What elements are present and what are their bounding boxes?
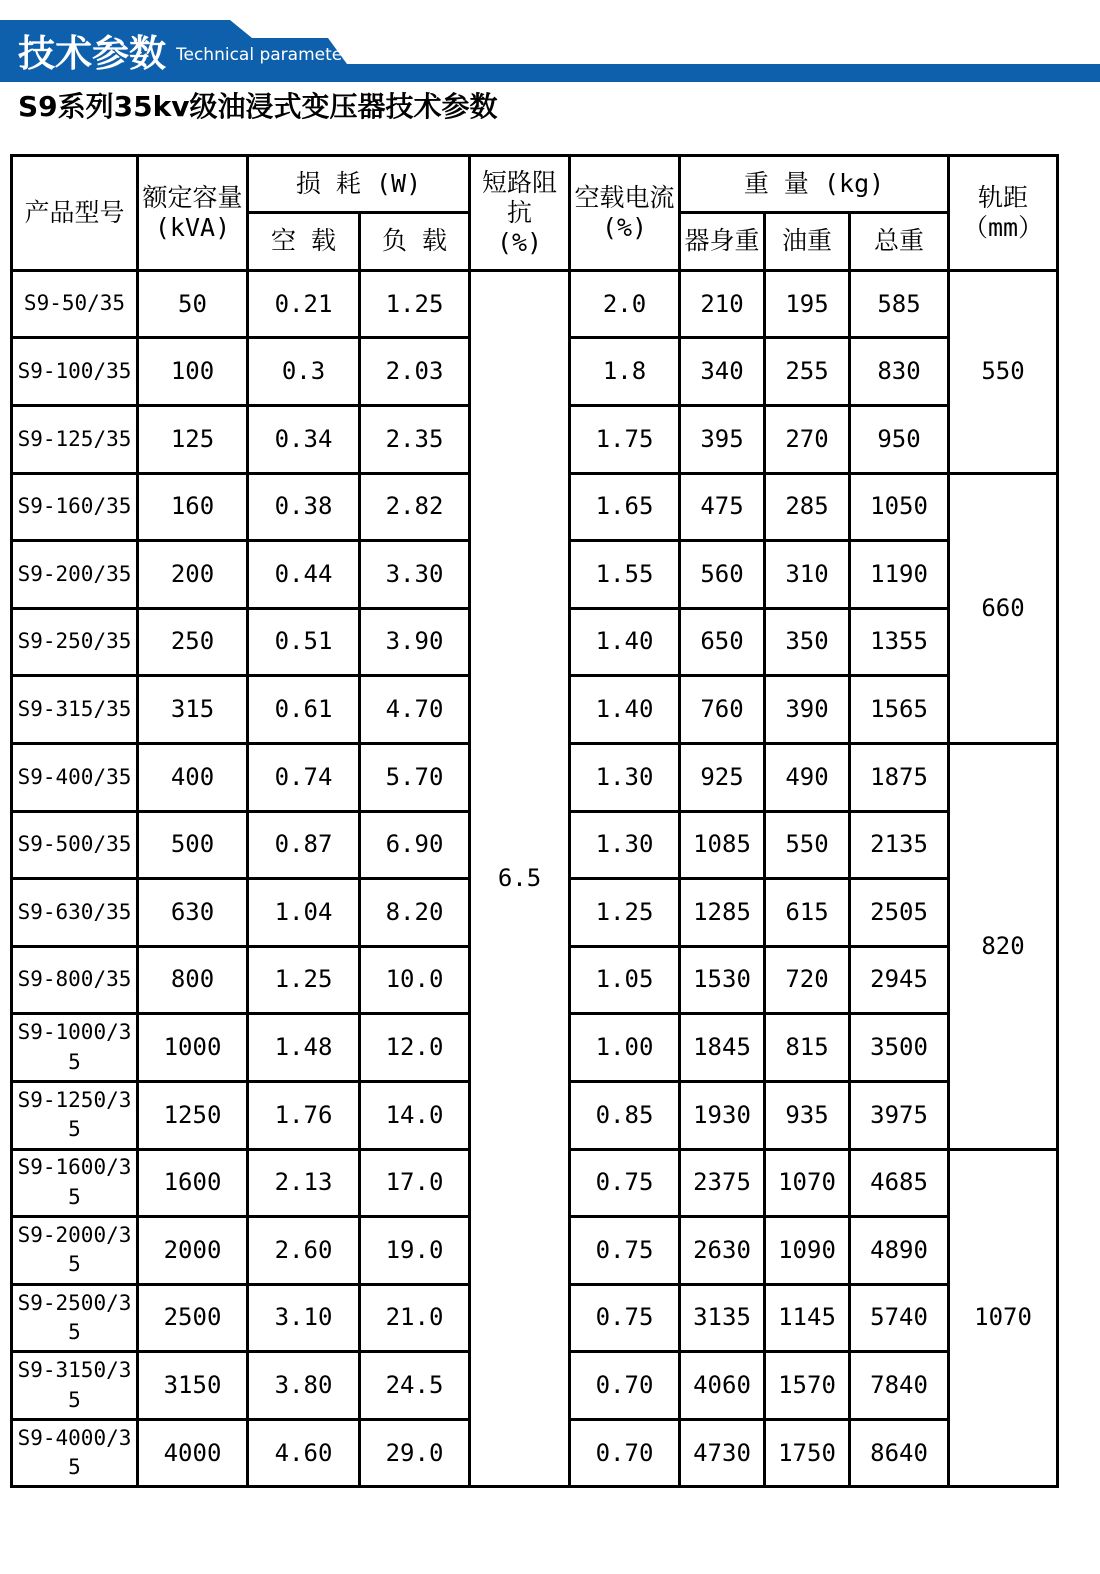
cell-oil-weight: 195 — [765, 270, 850, 338]
cell-no-load-loss: 3.80 — [248, 1352, 360, 1420]
cell-load-loss: 2.03 — [360, 338, 470, 406]
cell-impedance: 6.5 — [470, 270, 570, 1487]
cell-current: 1.30 — [570, 743, 680, 811]
cell-no-load-loss: 0.51 — [248, 608, 360, 676]
cell-load-loss: 21.0 — [360, 1284, 470, 1352]
cell-no-load-loss: 1.48 — [248, 1014, 360, 1082]
cell-load-loss: 3.90 — [360, 608, 470, 676]
cell-total-weight: 7840 — [850, 1352, 949, 1420]
cell-body-weight: 475 — [680, 473, 765, 541]
cell-current: 2.0 — [570, 270, 680, 338]
cell-body-weight: 395 — [680, 405, 765, 473]
table-row — [12, 270, 1058, 338]
cell-capacity: 800 — [138, 946, 248, 1014]
cell-body-weight: 925 — [680, 743, 765, 811]
cell-model: S9-100/35 — [12, 338, 138, 406]
cell-capacity: 1000 — [138, 1014, 248, 1082]
cell-capacity: 500 — [138, 811, 248, 879]
col-header-on-load-loss: 负 载 — [360, 212, 470, 270]
cell-capacity: 125 — [138, 405, 248, 473]
cell-load-loss: 29.0 — [360, 1419, 470, 1487]
cell-load-loss: 5.70 — [360, 743, 470, 811]
cell-body-weight: 340 — [680, 338, 765, 406]
cell-no-load-loss: 0.44 — [248, 541, 360, 609]
cell-model: S9-1600/35 — [12, 1149, 138, 1217]
cell-model: S9-4000/35 — [12, 1419, 138, 1487]
cell-load-loss: 2.82 — [360, 473, 470, 541]
cell-model: S9-315/35 — [12, 676, 138, 744]
col-header-body-weight: 器身重 — [680, 212, 765, 270]
cell-no-load-loss: 0.3 — [248, 338, 360, 406]
cell-current: 1.65 — [570, 473, 680, 541]
cell-model: S9-160/35 — [12, 473, 138, 541]
cell-model: S9-200/35 — [12, 541, 138, 609]
cell-load-loss: 4.70 — [360, 676, 470, 744]
cell-total-weight: 950 — [850, 405, 949, 473]
cell-model: S9-250/35 — [12, 608, 138, 676]
cell-current: 1.40 — [570, 608, 680, 676]
cell-current: 0.85 — [570, 1081, 680, 1149]
cell-current: 0.75 — [570, 1217, 680, 1285]
cell-current: 1.25 — [570, 879, 680, 947]
cell-load-loss: 8.20 — [360, 879, 470, 947]
cell-body-weight: 560 — [680, 541, 765, 609]
cell-total-weight: 1050 — [850, 473, 949, 541]
cell-no-load-loss: 1.04 — [248, 879, 360, 947]
cell-oil-weight: 310 — [765, 541, 850, 609]
cell-total-weight: 2945 — [850, 946, 949, 1014]
cell-oil-weight: 720 — [765, 946, 850, 1014]
cell-no-load-loss: 3.10 — [248, 1284, 360, 1352]
cell-current: 1.40 — [570, 676, 680, 744]
cell-current: 0.70 — [570, 1352, 680, 1420]
cell-oil-weight: 615 — [765, 879, 850, 947]
cell-total-weight: 1190 — [850, 541, 949, 609]
cell-model: S9-800/35 — [12, 946, 138, 1014]
cell-model: S9-50/35 — [12, 270, 138, 338]
cell-capacity: 2000 — [138, 1217, 248, 1285]
cell-body-weight: 210 — [680, 270, 765, 338]
cell-model: S9-125/35 — [12, 405, 138, 473]
cell-oil-weight: 1145 — [765, 1284, 850, 1352]
cell-body-weight: 1285 — [680, 879, 765, 947]
cell-oil-weight: 1070 — [765, 1149, 850, 1217]
cell-gauge: 1070 — [949, 1149, 1058, 1487]
cell-total-weight: 585 — [850, 270, 949, 338]
cell-current: 0.75 — [570, 1284, 680, 1352]
cell-capacity: 200 — [138, 541, 248, 609]
cell-no-load-loss: 1.25 — [248, 946, 360, 1014]
cell-total-weight: 3975 — [850, 1081, 949, 1149]
cell-load-loss: 10.0 — [360, 946, 470, 1014]
col-header-impedance: 短路阻 抗 (%) — [470, 155, 570, 270]
cell-model: S9-500/35 — [12, 811, 138, 879]
table-body — [12, 270, 1058, 1487]
cell-total-weight: 2505 — [850, 879, 949, 947]
cell-current: 1.00 — [570, 1014, 680, 1082]
cell-no-load-loss: 0.74 — [248, 743, 360, 811]
cell-oil-weight: 550 — [765, 811, 850, 879]
cell-load-loss: 3.30 — [360, 541, 470, 609]
cell-current: 1.05 — [570, 946, 680, 1014]
cell-oil-weight: 390 — [765, 676, 850, 744]
col-header-rated-capacity: 额定容量 (kVA) — [138, 155, 248, 270]
cell-capacity: 315 — [138, 676, 248, 744]
cell-model: S9-630/35 — [12, 879, 138, 947]
cell-capacity: 630 — [138, 879, 248, 947]
banner — [0, 0, 1100, 82]
cell-body-weight: 2630 — [680, 1217, 765, 1285]
cell-capacity: 3150 — [138, 1352, 248, 1420]
cell-capacity: 400 — [138, 743, 248, 811]
cell-oil-weight: 1090 — [765, 1217, 850, 1285]
cell-load-loss: 1.25 — [360, 270, 470, 338]
col-header-no-load-current: 空载电流 (%) — [570, 155, 680, 270]
cell-body-weight: 1845 — [680, 1014, 765, 1082]
cell-current: 1.30 — [570, 811, 680, 879]
cell-body-weight: 760 — [680, 676, 765, 744]
cell-no-load-loss: 4.60 — [248, 1419, 360, 1487]
cell-no-load-loss: 0.34 — [248, 405, 360, 473]
cell-oil-weight: 1750 — [765, 1419, 850, 1487]
col-header-no-load-loss: 空 载 — [248, 212, 360, 270]
cell-gauge: 820 — [949, 743, 1058, 1149]
cell-no-load-loss: 1.76 — [248, 1081, 360, 1149]
cell-model: S9-400/35 — [12, 743, 138, 811]
cell-no-load-loss: 2.60 — [248, 1217, 360, 1285]
cell-body-weight: 2375 — [680, 1149, 765, 1217]
cell-oil-weight: 255 — [765, 338, 850, 406]
cell-no-load-loss: 0.38 — [248, 473, 360, 541]
cell-current: 1.55 — [570, 541, 680, 609]
cell-model: S9-2500/35 — [12, 1284, 138, 1352]
cell-body-weight: 1085 — [680, 811, 765, 879]
cell-no-load-loss: 0.61 — [248, 676, 360, 744]
cell-body-weight: 3135 — [680, 1284, 765, 1352]
cell-load-loss: 2.35 — [360, 405, 470, 473]
col-header-total-weight: 总重 — [850, 212, 949, 270]
cell-model: S9-1250/35 — [12, 1081, 138, 1149]
cell-capacity: 1250 — [138, 1081, 248, 1149]
cell-total-weight: 1565 — [850, 676, 949, 744]
cell-total-weight: 3500 — [850, 1014, 949, 1082]
cell-oil-weight: 1570 — [765, 1352, 850, 1420]
tech-params-table — [10, 154, 1059, 1489]
cell-no-load-loss: 2.13 — [248, 1149, 360, 1217]
cell-capacity: 1600 — [138, 1149, 248, 1217]
cell-gauge: 550 — [949, 270, 1058, 473]
col-header-gauge: 轨距 （mm） — [949, 155, 1058, 270]
cell-load-loss: 17.0 — [360, 1149, 470, 1217]
cell-model: S9-2000/35 — [12, 1217, 138, 1285]
cell-body-weight: 4060 — [680, 1352, 765, 1420]
cell-current: 0.75 — [570, 1149, 680, 1217]
cell-total-weight: 1875 — [850, 743, 949, 811]
col-header-weight: 重 量 (kg) — [680, 155, 949, 212]
cell-capacity: 4000 — [138, 1419, 248, 1487]
cell-oil-weight: 270 — [765, 405, 850, 473]
cell-load-loss: 24.5 — [360, 1352, 470, 1420]
cell-capacity: 50 — [138, 270, 248, 338]
cell-capacity: 160 — [138, 473, 248, 541]
cell-no-load-loss: 0.21 — [248, 270, 360, 338]
cell-capacity: 250 — [138, 608, 248, 676]
col-header-oil-weight: 油重 — [765, 212, 850, 270]
cell-body-weight: 1530 — [680, 946, 765, 1014]
cell-body-weight: 650 — [680, 608, 765, 676]
cell-load-loss: 14.0 — [360, 1081, 470, 1149]
table-header — [12, 155, 1058, 270]
cell-total-weight: 830 — [850, 338, 949, 406]
cell-body-weight: 1930 — [680, 1081, 765, 1149]
cell-current: 0.70 — [570, 1419, 680, 1487]
cell-load-loss: 12.0 — [360, 1014, 470, 1082]
cell-total-weight: 5740 — [850, 1284, 949, 1352]
cell-model: S9-1000/35 — [12, 1014, 138, 1082]
cell-oil-weight: 285 — [765, 473, 850, 541]
cell-no-load-loss: 0.87 — [248, 811, 360, 879]
page-title: S9系列35kv级油浸式变压器技术参数 — [18, 90, 498, 123]
cell-oil-weight: 490 — [765, 743, 850, 811]
cell-total-weight: 2135 — [850, 811, 949, 879]
cell-oil-weight: 815 — [765, 1014, 850, 1082]
cell-load-loss: 6.90 — [360, 811, 470, 879]
cell-load-loss: 19.0 — [360, 1217, 470, 1285]
cell-total-weight: 1355 — [850, 608, 949, 676]
cell-capacity: 100 — [138, 338, 248, 406]
cell-total-weight: 4890 — [850, 1217, 949, 1285]
cell-oil-weight: 350 — [765, 608, 850, 676]
cell-model: S9-3150/35 — [12, 1352, 138, 1420]
cell-capacity: 2500 — [138, 1284, 248, 1352]
cell-current: 1.75 — [570, 405, 680, 473]
col-header-product-model: 产品型号 — [12, 155, 138, 270]
cell-body-weight: 4730 — [680, 1419, 765, 1487]
cell-total-weight: 4685 — [850, 1149, 949, 1217]
col-header-loss: 损 耗 (W) — [248, 155, 470, 212]
cell-gauge: 660 — [949, 473, 1058, 743]
cell-oil-weight: 935 — [765, 1081, 850, 1149]
cell-current: 1.8 — [570, 338, 680, 406]
banner-title-zh: 技术参数 — [18, 32, 166, 75]
banner-title-en: Technical parameter — [176, 45, 350, 65]
cell-total-weight: 8640 — [850, 1419, 949, 1487]
